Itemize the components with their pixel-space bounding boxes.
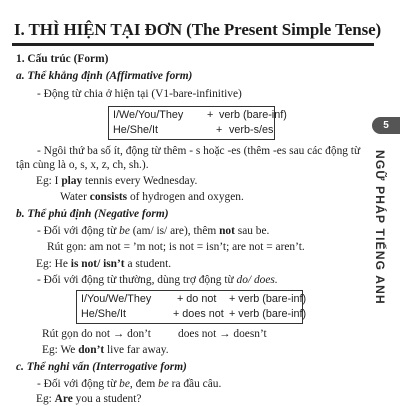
affirmative-heading: a. Thể khẳng định (Affirmative form): [16, 70, 193, 82]
form-heading: 1. Cấu trúc (Form): [16, 53, 109, 65]
affirmative-example-1: Eg: I play tennis every Wednesday.: [36, 175, 198, 187]
formula-row: He/She/It: [113, 124, 159, 136]
affirmative-note: - Động từ chia ở hiện tại (V1-bare-infinitive): [37, 88, 242, 100]
chapter-number-tab: 5: [372, 117, 400, 134]
formula-row: He/She/It: [81, 308, 127, 320]
formula-row: I/We/You/They: [113, 109, 184, 121]
affirmative-example-2: Water consists of hydrogen and oxygen.: [60, 191, 244, 203]
third-person-rule: - Ngôi thứ ba số ít, động từ thêm - s hoặc -es (thêm -es sau các động từ: [37, 145, 361, 157]
negative-be-note: - Đối với động từ be (am/ is/ are), thêm not sau be.: [37, 225, 270, 237]
negative-example-1: Eg: He is not/ isn’t a student.: [36, 258, 172, 270]
section-title: I. THÌ HIỆN TẠI ĐƠN (The Present Simple Tense): [14, 20, 382, 39]
negative-short-does: does not → doesn’t: [178, 328, 267, 340]
negative-verb-note: - Đối với động từ thường, dùng trợ động từ do/ does.: [37, 274, 278, 286]
interrogative-be-note: - Đối với động từ be, đem be ra đầu câu.: [37, 378, 222, 390]
negative-contractions: Rút gọn: am not = ’m not; is not = isn’t; are not = aren’t.: [47, 241, 305, 253]
negative-heading: b. Thể phủ định (Negative form): [16, 208, 169, 220]
negative-example-2: Eg: We don’t live far away.: [42, 344, 169, 356]
negative-formula-box: I/You/We/They + do not + verb (bare-inf) He/She/It + does not + verb (bare-inf): [76, 290, 303, 324]
title-underline: [12, 43, 374, 46]
formula-row: I/You/We/They: [81, 293, 152, 305]
negative-short-do: Rút gọn do not → don’t: [42, 328, 151, 340]
third-person-rule-cont: tận cùng là o, s, x, z, ch, sh.).: [16, 159, 149, 171]
chapter-title-vertical: NGỮ PHÁP TIẾNG ANH: [373, 150, 387, 305]
affirmative-formula-box: I/We/You/They + verb (bare-inf) He/She/It + verb-s/es: [108, 106, 275, 140]
interrogative-heading: c. Thể nghi vấn (Interrogative form): [16, 361, 187, 373]
interrogative-example: Eg: Are you a student?: [36, 393, 142, 405]
